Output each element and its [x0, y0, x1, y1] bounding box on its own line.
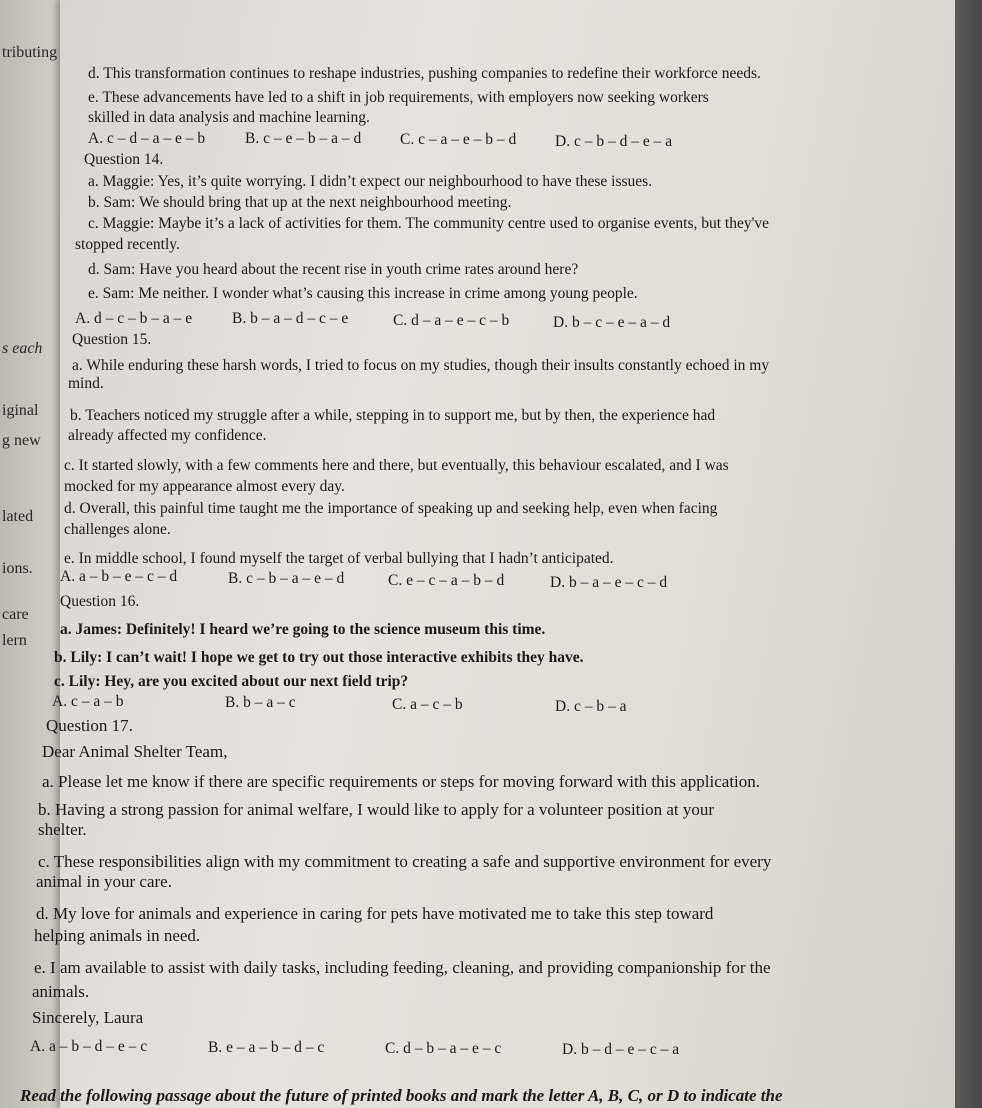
q17-item-b: b. Having a strong passion for animal welfare, I would like to apply for a volunteer position at your [38, 800, 715, 819]
q15-item-b-cont: already affected my confidence. [68, 427, 267, 444]
q17-item-d: d. My love for animals and experience in caring for pets have motivated me to take this step toward [36, 904, 714, 923]
margin-word: lern [2, 632, 27, 649]
q17-item-d-cont: helping animals in need. [34, 926, 201, 945]
q15-item-d: d. Overall, this painful time taught me the importance of speaking up and seeking help, even when facing [64, 500, 718, 517]
q17-item-e: e. I am available to assist with daily tasks, including feeding, cleaning, and providing companionship for the [34, 958, 771, 977]
q14-option-b[interactable]: B. b – a – d – c – e [232, 310, 349, 327]
margin-word: ions. [2, 560, 33, 577]
q14-item-b: b. Sam: We should bring that up at the next neighbourhood meeting. [88, 194, 512, 211]
q14-item-d: d. Sam: Have you heard about the recent rise in youth crime rates around here? [88, 261, 579, 278]
q13-option-c[interactable]: C. c – a – e – b – d [400, 131, 517, 148]
q17-closing: Sincerely, Laura [32, 1008, 144, 1027]
q16-item-b: b. Lily: I can’t wait! I hope we get to try out those interactive exhibits they have. [54, 649, 584, 666]
q14-option-c[interactable]: C. d – a – e – c – b [393, 312, 510, 329]
q15-item-c: c. It started slowly, with a few comments here and there, but eventually, this behaviour escalated, and I was [64, 457, 729, 474]
background-edge [955, 0, 982, 1108]
q17-option-b[interactable]: B. e – a – b – d – c [208, 1039, 325, 1056]
q14-option-a[interactable]: A. d – c – b – a – e [75, 310, 193, 327]
q14-item-c: c. Maggie: Maybe it’s a lack of activities for them. The community centre used to organise events, but they've [88, 215, 770, 232]
q16-title: Question 16. [60, 593, 140, 610]
q13-item-e: e. These advancements have led to a shift in job requirements, with employers now seeking workers [88, 89, 709, 106]
q14-item-a: a. Maggie: Yes, it’s quite worrying. I didn’t expect our neighbourhood to have these issues. [88, 173, 653, 190]
q15-item-e: e. In middle school, I found myself the target of verbal bullying that I hadn’t anticipated. [64, 550, 614, 567]
q17-item-c-cont: animal in your care. [36, 872, 172, 891]
margin-word: lated [2, 508, 34, 525]
q17-item-a: a. Please let me know if there are specific requirements or steps for moving forward with this application. [42, 772, 761, 791]
q15-item-c-cont: mocked for my appearance almost every day. [64, 478, 345, 495]
q17-option-c[interactable]: C. d – b – a – e – c [385, 1040, 502, 1057]
q15-title: Question 15. [72, 331, 152, 348]
q17-title: Question 17. [46, 716, 133, 735]
q15-option-c[interactable]: C. e – c – a – b – d [388, 572, 505, 589]
q13-option-a[interactable]: A. c – d – a – e – b [88, 130, 206, 147]
q17-greeting: Dear Animal Shelter Team, [42, 742, 228, 761]
q16-option-c[interactable]: C. a – c – b [392, 696, 463, 713]
q17-item-e-cont: animals. [32, 982, 90, 1001]
margin-word: s each [2, 340, 43, 357]
q15-item-b: b. Teachers noticed my struggle after a while, stepping in to support me, but by then, the experience had [70, 407, 716, 424]
margin-word: tributing [2, 44, 58, 61]
q16-item-a: a. James: Definitely! I heard we’re going to the science museum this time. [60, 621, 546, 638]
q16-option-b[interactable]: B. b – a – c [225, 694, 296, 711]
q14-title: Question 14. [84, 151, 164, 168]
margin-word: g new [2, 432, 41, 449]
q14-option-d[interactable]: D. b – c – e – a – d [553, 314, 671, 331]
q17-option-d[interactable]: D. b – d – e – c – a [562, 1041, 680, 1058]
margin-word: care [2, 606, 29, 623]
q16-option-a[interactable]: A. c – a – b [52, 693, 124, 710]
q15-option-b[interactable]: B. c – b – a – e – d [228, 570, 345, 587]
q14-item-e: e. Sam: Me neither. I wonder what’s causing this increase in crime among young people. [88, 285, 638, 302]
q17-item-b-cont: shelter. [38, 820, 87, 839]
q15-option-a[interactable]: A. a – b – e – c – d [60, 568, 178, 585]
q17-item-c: c. These responsibilities align with my commitment to creating a safe and supportive environment for every [38, 852, 772, 871]
margin-word: iginal [2, 402, 39, 419]
q16-item-c: c. Lily: Hey, are you excited about our next field trip? [54, 673, 409, 690]
q13-option-d[interactable]: D. c – b – d – e – a [555, 133, 673, 150]
q13-option-b[interactable]: B. c – e – b – a – d [245, 130, 362, 147]
q15-item-d-cont: challenges alone. [64, 521, 171, 538]
q13-item-d: d. This transformation continues to reshape industries, pushing companies to redefine their workforce needs. [88, 65, 761, 82]
next-section-instruction: Read the following passage about the future of printed books and mark the letter A, B, C, or D to indicate the [20, 1086, 783, 1105]
q13-item-e-cont: skilled in data analysis and machine learning. [88, 109, 370, 126]
q15-item-a-cont: mind. [68, 375, 104, 392]
q16-option-d[interactable]: D. c – b – a [555, 698, 627, 715]
q17-option-a[interactable]: A. a – b – d – e – c [30, 1038, 148, 1055]
q15-item-a: a. While enduring these harsh words, I tried to focus on my studies, though their insults constantly echoed in my [72, 357, 770, 374]
q15-option-d[interactable]: D. b – a – e – c – d [550, 574, 668, 591]
q14-item-c-cont: stopped recently. [75, 236, 180, 253]
